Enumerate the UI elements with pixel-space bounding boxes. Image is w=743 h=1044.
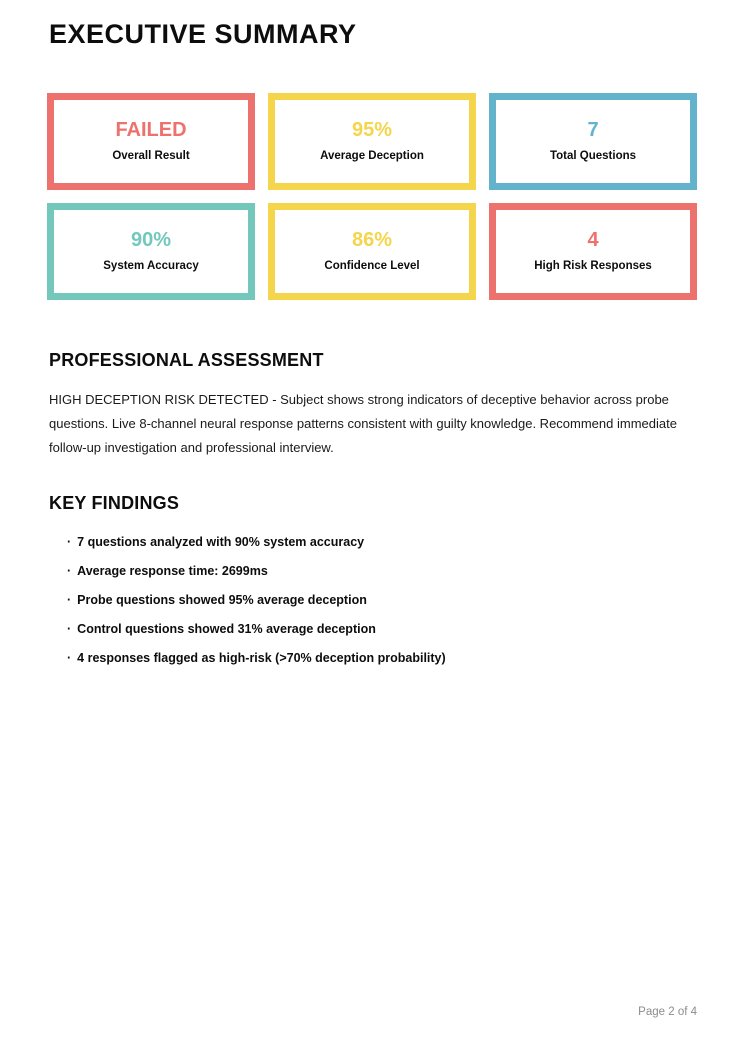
stat-card-average-deception (268, 93, 476, 190)
finding-text: Control questions showed 31% average deception (77, 622, 376, 636)
key-findings-list (49, 536, 697, 665)
professional-assessment-body: HIGH DECEPTION RISK DETECTED - Subject shows strong indicators of deceptive behavior across probe questions. Live 8-channel neural response patterns consistent with guilty knowledge. Recommend immediate follow-up investigation and professional interview. (49, 392, 677, 455)
stat-value: FAILED (115, 119, 187, 142)
professional-assessment-section (47, 350, 697, 460)
stat-label: Total Questions (549, 150, 637, 163)
stat-card-high-risk-responses (489, 203, 697, 300)
stat-card-overall-result (47, 93, 255, 190)
bullet-glyph: · (67, 593, 72, 607)
bullet-glyph: · (67, 651, 72, 665)
stat-value: 95% (351, 119, 393, 142)
summary-stats-grid (47, 93, 697, 300)
finding-item (67, 565, 697, 578)
stat-label: System Accuracy (103, 260, 199, 273)
finding-text: Probe questions showed 95% average deception (77, 593, 367, 607)
stat-value: 7 (587, 119, 599, 142)
page-title: EXECUTIVE SUMMARY (49, 19, 357, 49)
stat-label: Average Deception (320, 150, 424, 163)
stat-value: 90% (130, 229, 172, 252)
finding-text: 7 questions analyzed with 90% system accuracy (77, 535, 365, 549)
finding-item (67, 652, 697, 665)
key-findings-heading: KEY FINDINGS (49, 493, 180, 513)
bullet-glyph: · (67, 535, 72, 549)
stat-label: Overall Result (112, 150, 190, 163)
stat-value: 4 (587, 229, 599, 252)
stat-value: 86% (351, 229, 393, 252)
stat-card-total-questions (489, 93, 697, 190)
finding-item (67, 536, 697, 549)
finding-text: Average response time: 2699ms (77, 564, 268, 578)
key-findings-section (47, 493, 697, 665)
bullet-glyph: · (67, 564, 72, 578)
finding-item (67, 594, 697, 607)
page-number: Page 2 of 4 (638, 1006, 697, 1018)
stat-label: Confidence Level (324, 260, 420, 273)
bullet-glyph: · (67, 622, 72, 636)
professional-assessment-heading: PROFESSIONAL ASSESSMENT (49, 350, 324, 370)
stat-label: High Risk Responses (534, 260, 652, 273)
stat-card-system-accuracy (47, 203, 255, 300)
finding-text: 4 responses flagged as high-risk (>70% deception probability) (77, 651, 446, 665)
finding-item (67, 623, 697, 636)
stat-card-confidence-level (268, 203, 476, 300)
